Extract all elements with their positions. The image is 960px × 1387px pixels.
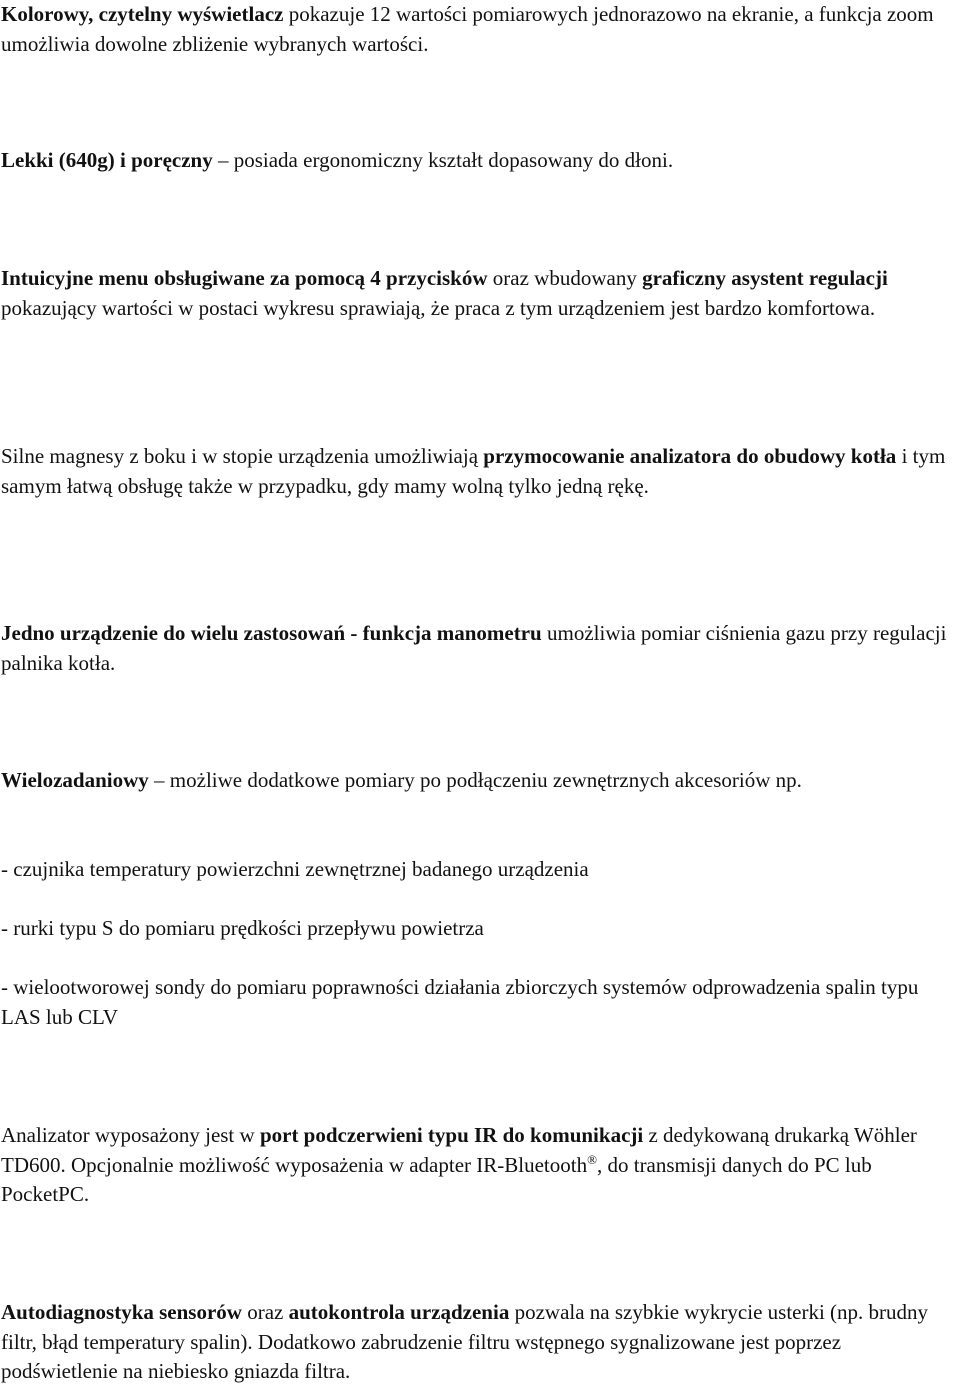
body-text: pokazujący wartości w postaci wykresu sprawiają, że praca z tym urządzeniem jest bardzo komfortowa. bbox=[1, 295, 876, 320]
body-text: Silne magnesy z boku i w stopie urządzenia umożliwiają bbox=[1, 444, 484, 468]
body-text: - czujnika temperatury powierzchni zewnętrznej badanego urządzenia bbox=[1, 857, 589, 881]
highlight-text: Kolorowy, czytelny wyświetlacz bbox=[1, 2, 284, 26]
paragraph-infrared bbox=[1, 1121, 959, 1210]
body-text: pokazuje 12 wartości pomiarowych jednorazowo na ekranie, a funkcja zoom umożliwia dowolne zbliżenie wybranych wartości. bbox=[1, 2, 934, 56]
list-item bbox=[1, 855, 959, 885]
paragraph-manometer bbox=[1, 619, 959, 678]
body-text: z dedykowaną drukarką Wöhler TD600. Opcjonalnie możliwość wyposażenia w adapter IR-Bluetooth bbox=[1, 1123, 917, 1177]
body-text: umożliwia pomiar ciśnienia gazu przy regulacji palnika kotła. bbox=[1, 621, 947, 675]
highlight-text: Lekki (640g) i poręczny bbox=[1, 148, 213, 172]
highlight-text: autokontrola urządzenia bbox=[288, 1300, 510, 1324]
body-text: – posiada ergonomiczny kształt dopasowany do dłoni. bbox=[212, 148, 674, 172]
body-text: pozwala na szybkie wykrycie usterki (np. brudny filtr, błąd temperatury spalin). Dodatkowo zabrudzenie filtru wstępnego sygnalizowane jest poprzez podświetlenie na niebiesko gniazda filtra. bbox=[1, 1300, 929, 1383]
list-item bbox=[1, 914, 959, 944]
paragraph-autodiagnostics bbox=[1, 1298, 959, 1387]
paragraph-weight bbox=[1, 146, 959, 176]
body-text: - rurki typu S do pomiaru prędkości przepływu powietrza bbox=[1, 916, 484, 940]
body-text: i tym samym łatwą obsługę także w przypadku, gdy mamy wolną tylko jedną rękę. bbox=[1, 444, 946, 498]
list-item bbox=[1, 973, 959, 1032]
paragraph-menu bbox=[1, 264, 959, 323]
highlight-text: Autodiagnostyka sensorów bbox=[1, 1300, 242, 1324]
highlight-text: port podczerwieni typu IR do komunikacji bbox=[259, 1123, 644, 1147]
body-text: - wielootworowej sondy do pomiaru poprawności działania zbiorczych systemów odprowadzenia spalin typu LAS lub CLV bbox=[1, 975, 919, 1029]
body-text: , do transmisji danych do PC lub PocketPC. bbox=[1, 1152, 872, 1206]
highlight-text: graficzny asystent regulacji bbox=[642, 266, 888, 290]
body-text: Analizator wyposażony jest w bbox=[1, 1123, 260, 1147]
paragraph-display bbox=[1, 0, 959, 59]
paragraph-multitask bbox=[1, 766, 959, 796]
highlight-text: Intuicyjne menu obsługiwane za pomocą 4 przycisków bbox=[1, 266, 488, 290]
highlight-text: przymocowanie analizatora do obudowy kotła bbox=[483, 444, 897, 468]
body-text: oraz wbudowany bbox=[487, 266, 643, 290]
highlight-text: Wielozadaniowy bbox=[1, 768, 149, 792]
body-text: oraz bbox=[241, 1300, 289, 1324]
highlight-text: Jedno urządzenie do wielu zastosowań - funkcja manometru bbox=[1, 621, 542, 645]
body-text: – możliwe dodatkowe pomiary po podłączeniu zewnętrznych akcesoriów np. bbox=[148, 768, 802, 792]
registered-mark: ® bbox=[587, 1151, 597, 1167]
paragraph-magnets bbox=[1, 442, 959, 501]
